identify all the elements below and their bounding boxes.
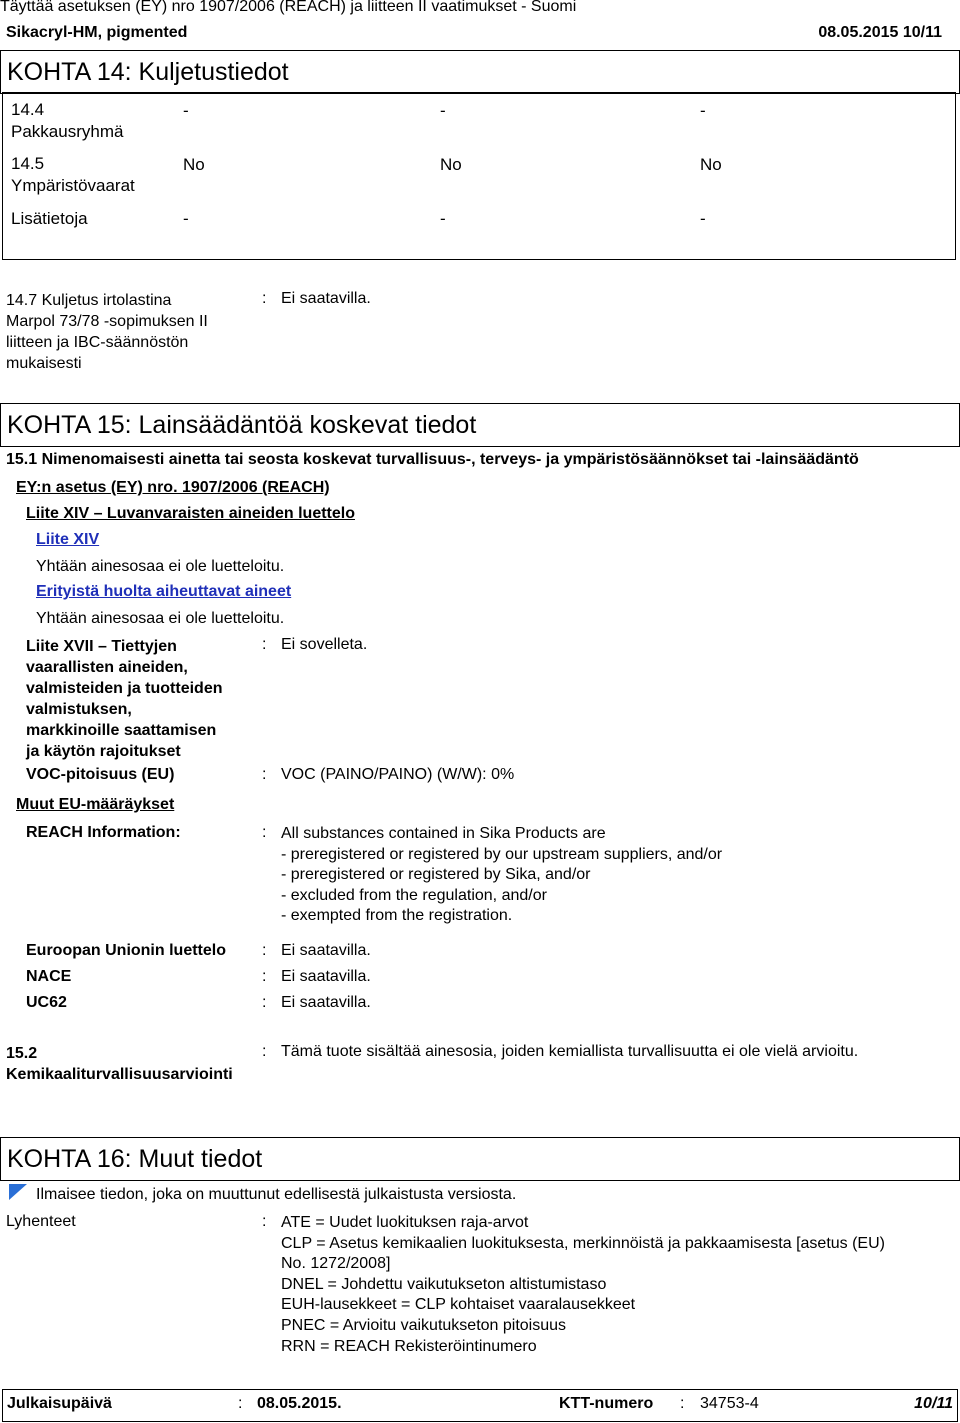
packing-group-col1: - — [183, 101, 189, 120]
issue-date-value: 08.05.2015. — [257, 1395, 342, 1412]
voc-label: VOC-pitoisuus (EU) — [26, 766, 175, 783]
annex-xiv-heading: Liite XIV – Luvanvaraisten aineiden luettelo — [26, 505, 355, 522]
section-15-title: KOHTA 15: Lainsäädäntöä koskevat tiedot — [7, 411, 477, 439]
document-title: Täyttää asetuksen (EY) nro 1907/2006 (REACH) ja liitteen II vaatimukset - Suomi — [0, 0, 577, 15]
uc62-value: Ei saatavilla. — [281, 994, 371, 1011]
environmental-hazards-col3: No — [700, 155, 722, 174]
transport-table — [2, 92, 956, 260]
eu-inventory-label: Euroopan Unionin luettelo — [26, 942, 226, 959]
additional-info-col1: - — [183, 209, 189, 228]
regulation-subheading: 15.1 Nimenomaisesti ainetta tai seosta koskevat turvallisuus-, terveys- ja ympäristösäännökset tai -lainsäädäntö — [6, 451, 859, 468]
section-16-title: KOHTA 16: Muut tiedot — [7, 1145, 263, 1173]
annex-xvii-label: Liite XVII – Tiettyjen vaarallisten aineiden, valmisteiden ja tuotteiden valmistuksen, markkinoille saattamisen ja käytön rajoitukset — [26, 638, 223, 760]
section-14-header — [0, 50, 960, 94]
ktt-label: KTT-numero — [559, 1395, 654, 1412]
environmental-hazards-col1: No — [183, 155, 205, 174]
nace-value: Ei saatavilla. — [281, 968, 371, 985]
product-name: Sikacryl-HM, pigmented — [6, 24, 188, 41]
abbreviations-value: ATE = Uudet luokituksen raja-arvot CLP = Asetus kemikaalien luokituksesta, merkinnöistä ja pakkaamisesta [asetus (EU) No. 1272/2008] DNEL = Johdettu vaikutukseton altistumistaso EUH-lausekkeet = CLP kohtaiset vaaralausekkeet PNEC = Arvioitu vaikutukseton pitoisuus RRN = REACH Rekisteröintinumero — [281, 1214, 885, 1355]
reach-info-value: All substances contained in Sika Products are - preregistered or registered by our upstream suppliers, and/or - preregistered or registered by Sika, and/or - excluded from the regulation, and/or - exempted from the registration. — [281, 825, 723, 925]
annex-xiv-none: Yhtään ainesosaa ei ole luetteloitu. — [36, 558, 285, 575]
abbreviations-colon: : — [262, 1213, 267, 1230]
annex-xvii-value: Ei sovelleta. — [281, 636, 368, 653]
reach-info-label: REACH Information: — [26, 824, 181, 841]
reach-regulation: EY:n asetus (EY) nro. 1907/2006 (REACH) — [16, 479, 330, 496]
date-page: 08.05.2015 10/11 — [818, 24, 942, 41]
chemical-safety-assessment-label: 15.2 Kemikaaliturvallisuusarviointi — [6, 1045, 233, 1083]
svhc-link[interactable]: Erityistä huolta aiheuttavat aineet — [36, 583, 292, 600]
issue-date-label: Julkaisupäivä — [7, 1395, 112, 1412]
voc-colon: : — [262, 766, 267, 783]
bulk-transport-value: Ei saatavilla. — [281, 290, 371, 307]
section-16-header — [0, 1137, 960, 1181]
additional-info-col3: - — [700, 209, 706, 228]
packing-group-label: 14.4 Pakkausryhmä — [11, 100, 124, 141]
chemical-safety-assessment-value: Tämä tuote sisältää ainesosia, joiden kemiallista turvallisuutta ei ole vielä arvioitu. — [281, 1043, 859, 1060]
uc62-colon: : — [262, 994, 267, 1011]
other-eu-heading: Muut EU-määräykset — [16, 796, 175, 813]
chemical-safety-assessment-colon: : — [262, 1043, 267, 1060]
environmental-hazards-label: 14.5 Ympäristövaarat — [11, 154, 135, 195]
ktt-value: 34753-4 — [700, 1395, 759, 1412]
issue-date-colon: : — [238, 1395, 243, 1412]
section-15-header — [0, 403, 960, 447]
svhc-none: Yhtään ainesosaa ei ole luetteloitu. — [36, 610, 285, 627]
change-note: Ilmaisee tiedon, joka on muuttunut edellisestä julkaistusta versiosta. — [36, 1186, 517, 1203]
nace-label: NACE — [26, 968, 72, 985]
annex-xvii-colon: : — [262, 636, 267, 653]
packing-group-col3: - — [700, 101, 706, 120]
section-14-title: KOHTA 14: Kuljetustiedot — [7, 58, 289, 86]
eu-inventory-colon: : — [262, 942, 267, 959]
additional-info-label: Lisätietoja — [11, 209, 88, 228]
voc-value: VOC (PAINO/PAINO) (W/W): 0% — [281, 766, 515, 783]
bulk-transport-label: 14.7 Kuljetus irtolastina Marpol 73/78 -sopimuksen II liitteen ja IBC-säännöstön mukaisesti — [6, 292, 208, 372]
bulk-transport-colon: : — [262, 290, 267, 307]
change-marker-icon — [9, 1184, 27, 1200]
additional-info-col2: - — [440, 209, 446, 228]
environmental-hazards-col2: No — [440, 155, 462, 174]
reach-info-colon: : — [262, 824, 267, 841]
footer-bar — [2, 1389, 958, 1422]
annex-xiv-link[interactable]: Liite XIV — [36, 531, 100, 548]
abbreviations-label: Lyhenteet — [6, 1213, 76, 1230]
nace-colon: : — [262, 968, 267, 985]
eu-inventory-value: Ei saatavilla. — [281, 942, 371, 959]
uc62-label: UC62 — [26, 994, 67, 1011]
packing-group-col2: - — [440, 101, 446, 120]
page-number: 10/11 — [914, 1395, 953, 1412]
ktt-colon: : — [680, 1395, 685, 1412]
